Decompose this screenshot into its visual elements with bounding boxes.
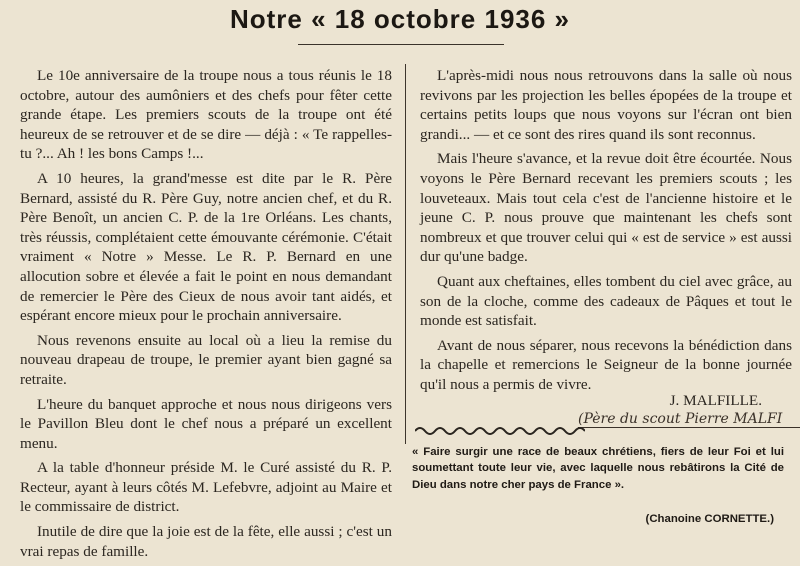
left-column [20,66,392,566]
paragraph: Avant de nous séparer, nous recevons la bénédiction dans la chapelle et remercions le Seigneur de la bonne journée qu'il nous a permis de vivre. [420,336,792,393]
paragraph: Quant aux cheftaines, elles tombent du ciel avec grâce, au son de la cloche, comme des cadeaux de Pâques et tout le monde est satisfait. [420,272,792,330]
right-column [420,66,792,400]
article-title: Notre « 18 octobre 1936 » [229,4,571,34]
paragraph: Mais l'heure s'avance, et la revue doit être écourtée. Nous voyons le Père Bernard recevant les premiers scouts ; les louveteaux. Mais tout cela c'est de l'ancienne histoire et le jeune C. P. nous prouve que maintenant les chefs sont nombreux et que trouver celui qui « est de service » est aussi dur qu'une badge. [420,150,792,266]
paragraph: L'heure du banquet approche et nous nous dirigeons vers le Pavillon Bleu dont le chef nous a préparé un excellent menu. [20,395,392,452]
paragraph: Nous revenons ensuite au local où a lieu la remise du nouveau drapeau de troupe, le premier ayant bien gagné sa retraite. [20,331,392,388]
paragraph: Le 10e anniversaire de la troupe nous a tous réunis le 18 octobre, autour des aumôniers et des chefs pour fêter cette grande étape. Les premiers scouts de la troupe ont été heureux de se retrouver et de se dire — déjà : « Te rappelles-tu ?... Ah ! les bons Camps !... [20,67,392,163]
column-divider [405,64,406,444]
handwritten-note: (Père du scout Pierre MALFI [578,411,800,428]
signature: J. MALFILLE. [669,392,762,409]
title-underline [298,44,504,45]
paragraph: A 10 heures, la grand'messe est dite par le R. Père Bernard, assisté du R. Père Guy, notre ancien chef, et du R. Père Benoît, un ancien C. P. de la 1re Orléans. Les chants, très réussis, complétaient cette émouvante cérémonie. C'était vraiment « Notre » Messe. Le R. P. Bernard en une allocution sobre et élevée a fait le point en nous demandant de remercier le Père des Cieux de nous avoir tant aidés, et espérant encore mieux pour le prochain anniversaire. [20,169,392,325]
quote-block: « Faire surgir une race de beaux chrétiens, fiers de leur Foi et lui soumettant toute leur vie, avec laquelle nous rebâtirons la Cité de Dieu dans notre cher pays de France ». [412,446,784,491]
paragraph: Inutile de dire que la joie est de la fête, elle aussi ; c'est un vrai repas de famille. [20,523,392,560]
paragraph: A la table d'honneur préside M. le Curé assisté du R. P. Recteur, ayant à leurs côtés M. Lefebvre, adjoint au Maire et le commissaire de district. [20,459,392,516]
paragraph: L'après-midi nous nous retrouvons dans la salle où nous revivons par les projection les belles épopées de la troupe et certains petits loups que nous voyons sur l'écran ont bien grandi... — et ce sont des rires quand ils sont reconnus. [420,67,792,143]
quote-attribution: (Chanoine CORNETTE.) [645,513,774,525]
wavy-rule [415,421,585,437]
